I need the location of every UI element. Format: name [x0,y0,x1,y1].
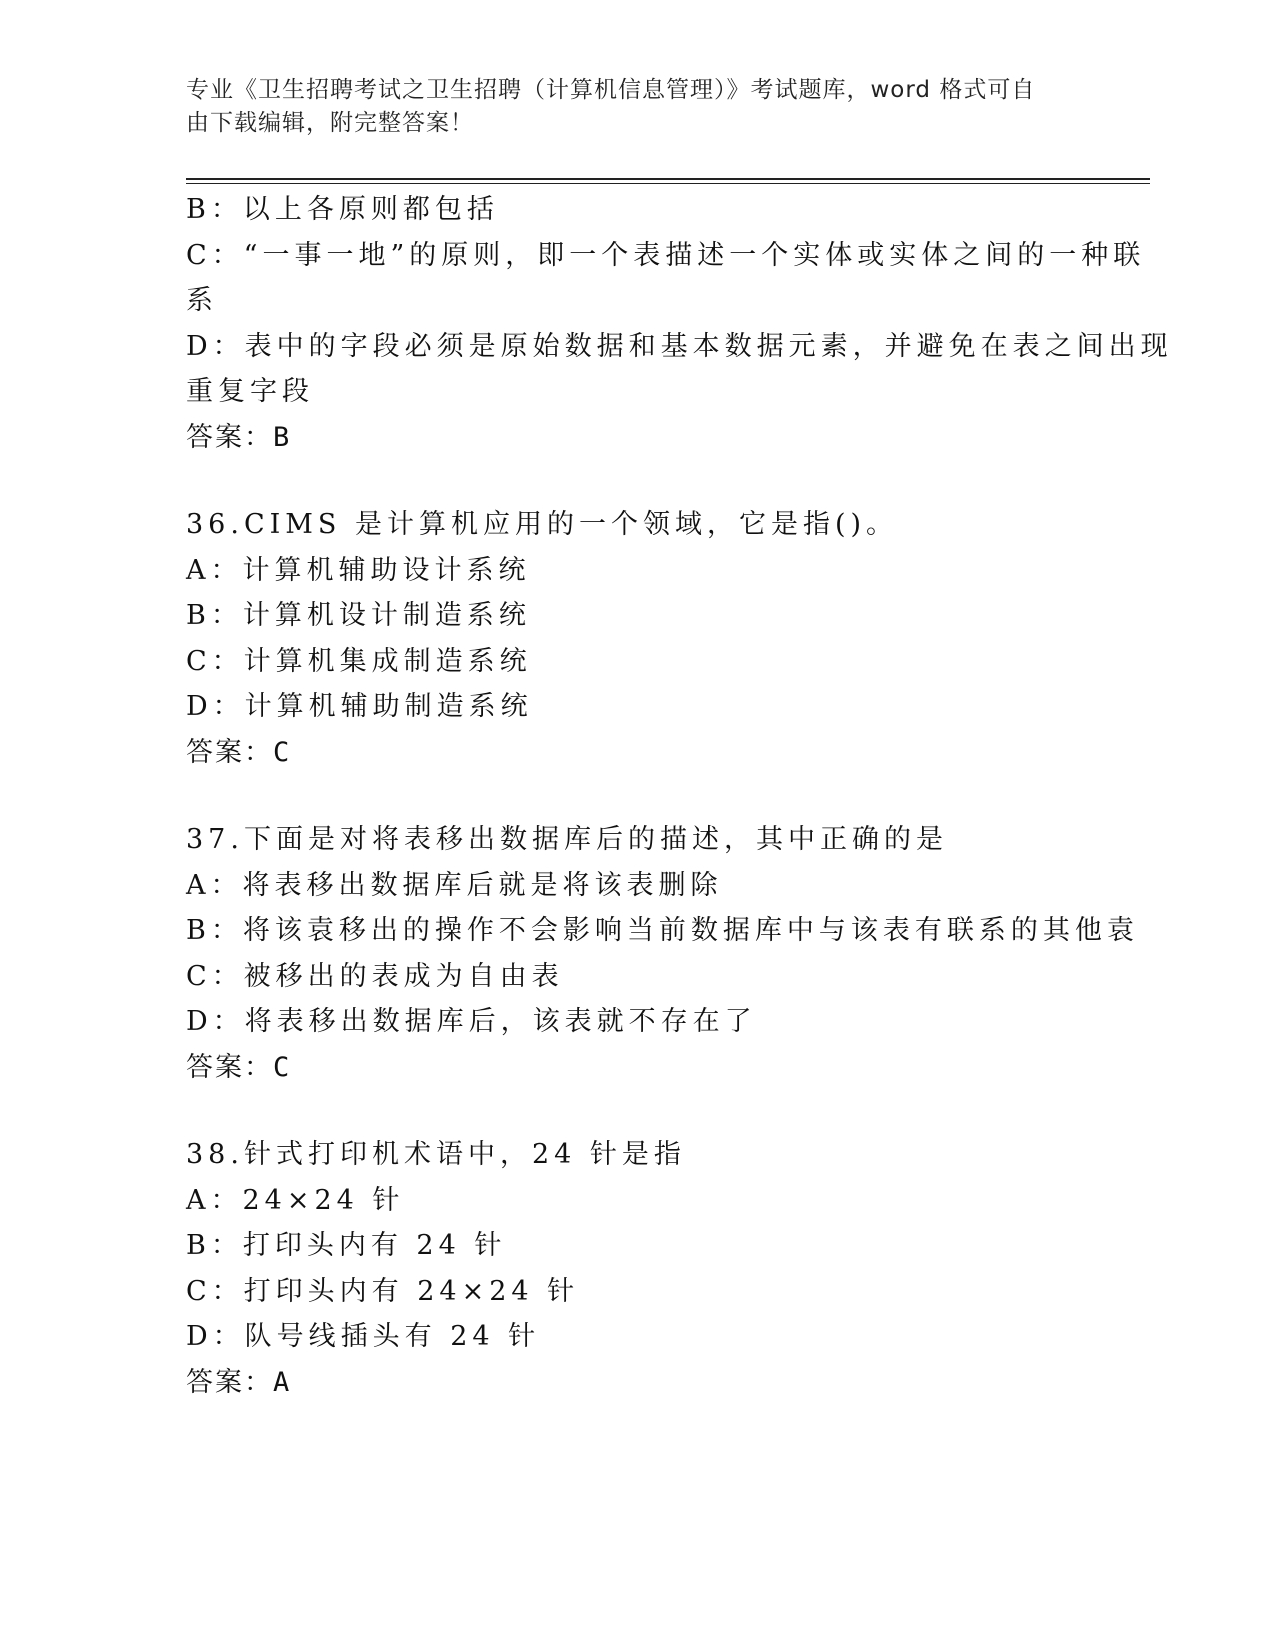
option-d-line-2: 重复字段 [186,376,314,407]
document-header [186,74,1086,140]
option-b: B：打印头内有 24 针 [186,1230,507,1261]
question-38 [186,1132,1086,1405]
option-b: B：以上各原则都包括 [186,194,499,225]
answer [186,730,1086,776]
question-stem: 38.针式打印机术语中，24 针是指 [186,1139,686,1170]
question-36 [186,502,1086,775]
question-35-continued [186,187,1173,460]
question-content [186,187,1173,1405]
answer-label: 答案： [186,1051,273,1083]
option-a: A：计算机辅助设计系统 [186,554,531,586]
answer-label: 答案： [186,736,273,768]
answer [186,1045,1086,1091]
question-37 [186,817,1139,1090]
option-d-line-1: D：表中的字段必须是原始数据和基本数据元素，并避免在表之间出现 [186,330,1173,362]
option-d: D：计算机辅助制造系统 [186,691,533,722]
answer-value: A [273,1366,292,1398]
option-c: C：计算机集成制造系统 [186,645,532,677]
question-gap [186,1090,1086,1132]
header-divider-thin [186,183,1150,184]
header-divider-thick [186,178,1150,180]
question-gap [186,775,1086,817]
answer-value: C [273,736,292,768]
option-c-line-2: 系 [186,285,218,316]
question-stem: 37.下面是对将表移出数据库后的描述，其中正确的是 [186,824,948,855]
answer-value: B [273,421,292,453]
option-b: B：计算机设计制造系统 [186,600,531,631]
question-gap [186,460,1086,502]
answer-value: C [273,1051,292,1083]
answer-label: 答案： [186,421,273,453]
answer-label: 答案： [186,1366,273,1398]
header-line-2: 由下载编辑，附完整答案！ [186,110,474,136]
header-line-1: 专业《卫生招聘考试之卫生招聘（计算机信息管理）》考试题库，word 格式可自 [186,77,1036,103]
option-d: D：将表移出数据库后，该表就不存在了 [186,1006,757,1037]
question-stem: 36.CIMS 是计算机应用的一个领域，它是指()。 [186,509,899,540]
option-b: B：将该袁移出的操作不会影响当前数据库中与该表有联系的其他袁 [186,915,1139,946]
option-d: D：队号线插头有 24 针 [186,1321,541,1352]
answer [186,1360,1086,1406]
answer [186,415,1086,461]
option-c-line-1: C：“一事一地”的原则，即一个表描述一个实体或实体之间的一种联 [186,239,1146,271]
option-c: C：打印头内有 24×24 针 [186,1275,580,1307]
option-c: C：被移出的表成为自由表 [186,960,564,992]
option-a: A：将表移出数据库后就是将该表删除 [186,869,723,901]
option-a: A：24×24 针 [186,1184,405,1216]
